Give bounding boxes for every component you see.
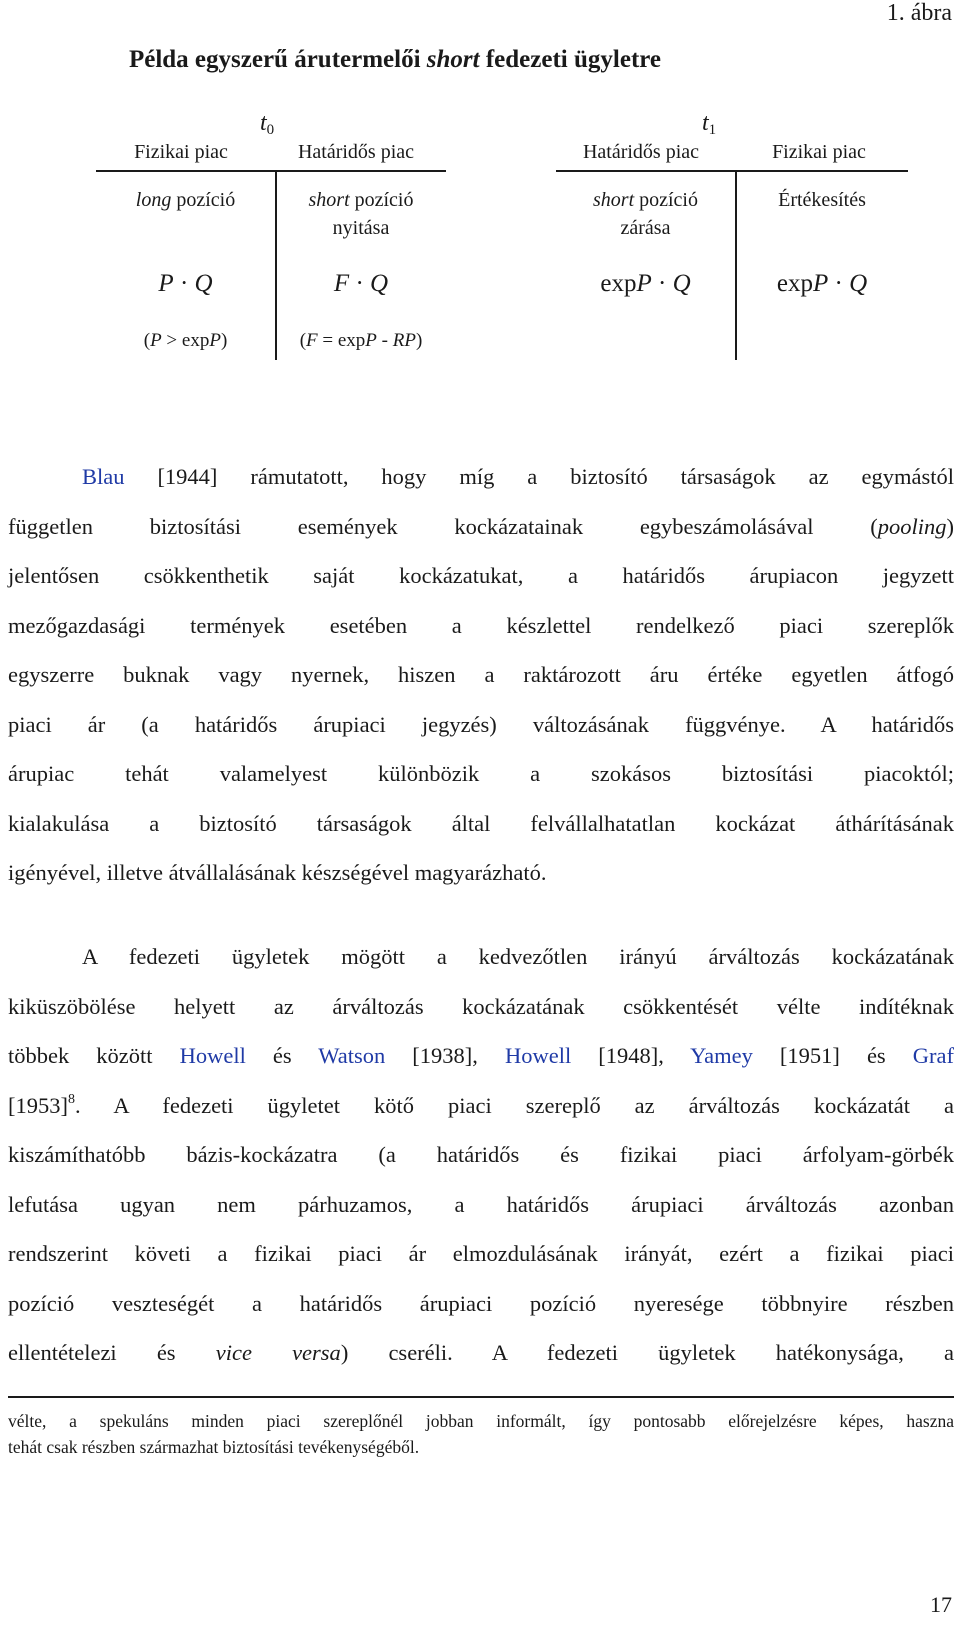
p1-line-2 <box>8 502 954 552</box>
t1-sub: 1 <box>708 122 717 138</box>
p1-line-3: jelentősen csökkenthetik saját kockázatukat, a határidős árupiacon jegyzett <box>8 563 954 588</box>
citation-howell-1[interactable]: Howell <box>179 1043 246 1068</box>
figure-title <box>0 46 790 74</box>
p2-line-8: pozíció veszteségét a határidős árupiaci pozíció nyeresége többnyire részben <box>8 1290 954 1316</box>
citation-blau[interactable]: Blau <box>82 464 125 489</box>
p1-line-9: igényével, illetve átvállalásának készségével magyarázható. <box>8 860 547 885</box>
p2-line-6: lefutása ugyan nem párhuzamos, a határidős árupiaci árváltozás azonban <box>8 1191 954 1217</box>
citation-yamey[interactable]: Yamey <box>690 1043 753 1068</box>
p2-l4-b: . A fedezeti ügyletet kötő piaci szereplő az árváltozás kockázatát a <box>75 1092 954 1118</box>
p2-l9-a: ellentételezi és <box>8 1340 216 1365</box>
condition-f-eq-expp-rp: (F = expP - RP) <box>299 330 423 351</box>
citation-howell-2[interactable]: Howell <box>504 1043 572 1068</box>
figure-number: 1. ábra <box>886 0 952 26</box>
header-rule-t0 <box>96 170 446 172</box>
p2-l4-a: [1953] <box>8 1092 68 1118</box>
header-futures-market-t0: Határidős piac <box>297 141 415 163</box>
header-futures-market-t1: Határidős piac <box>582 141 700 163</box>
p1-line-5: egyszerre buknak vagy nyernek, hiszen a raktározott áru értéke egyetlen átfogó <box>8 662 954 687</box>
cell-close-rest: pozíció <box>634 189 698 211</box>
paragraph-2 <box>8 932 954 1378</box>
cell-long-rest: pozíció <box>171 189 236 211</box>
header-physical-market-t1: Fizikai piac <box>772 141 866 163</box>
p1-line-1-text: [1944] rámutatott, hogy míg a biztosító társaságok az egymástól <box>124 464 954 489</box>
cell-open-line2: nyitása <box>332 217 390 239</box>
p1-line-2-pre: független biztosítási események kockázatainak egybeszámolásával ( <box>8 513 878 539</box>
p2-line-2: kiküszöbölése helyett az árváltozás kockázatának csökkentését vélte indítéknak <box>8 993 954 1019</box>
p2-line-7: rendszerint követi a fizikai piaci ár elmozdulásának irányát, ezért a fizikai piaci <box>8 1241 954 1266</box>
footnote-line-2: tehát csak részben származhat biztosítási tevékenységéből. <box>8 1437 420 1457</box>
title-post: fedezeti ügyletre <box>479 46 662 73</box>
citation-watson[interactable]: Watson <box>318 1043 386 1068</box>
p2-line-4 <box>8 1081 954 1131</box>
citation-graf[interactable]: Graf <box>912 1043 954 1068</box>
cell-close-line2: zárása <box>620 217 671 239</box>
p2-l3-a: többek között <box>8 1043 180 1068</box>
p2-l3-b: és <box>245 1043 319 1068</box>
title-em: short <box>426 46 480 73</box>
cell-sale: Értékesítés <box>778 189 866 211</box>
header-physical-market-t0: Fizikai piac <box>134 141 228 163</box>
formula-pq: P · Q <box>158 270 213 297</box>
condition-p-gt-expp: (P > expP) <box>143 330 228 351</box>
cell-close-em: short <box>593 189 635 211</box>
p2-line-9 <box>8 1328 954 1378</box>
page-number: 17 <box>930 1592 952 1617</box>
p1-line-2-post: ) <box>946 513 954 539</box>
footnote <box>8 1408 954 1460</box>
p2-l9-em: vice versa <box>215 1340 341 1365</box>
p2-l3-e: [1951] és <box>752 1043 913 1068</box>
p2-line-3 <box>8 1031 954 1081</box>
p1-line-8: kialakulása a biztosító társaságok által felvállalhatatlan kockázat áthárításának <box>8 810 954 836</box>
p2-l3-d: [1948], <box>571 1043 691 1068</box>
cell-open-rest: pozíció <box>349 189 414 211</box>
paragraph-1 <box>8 452 954 898</box>
p1-line-4: mezőgazdasági termények esetében a készlettel rendelkező piaci szereplők <box>8 612 954 638</box>
cell-long-position <box>96 186 275 214</box>
p2-l3-c: [1938], <box>385 1043 505 1068</box>
p1-line-1 <box>8 452 954 502</box>
footnote-separator <box>8 1396 954 1398</box>
time-label-t1 <box>702 110 716 139</box>
p2-line-5: kiszámíthatóbb bázis-kockázatra (a határidős és fizikai piaci árfolyam-görbék <box>8 1142 954 1167</box>
p1-line-7: árupiac tehát valamelyest különbözik a szokásos biztosítási piacoktól; <box>8 761 954 786</box>
t0-letter: t <box>260 110 267 136</box>
p2-line-1: A fedezeti ügyletek mögött a kedvezőtlen irányú árváltozás kockázatának <box>82 944 954 969</box>
cell-short-position-open <box>276 186 446 242</box>
p1-line-6: piaci ár (a határidős árupiaci jegyzés) változásának függvénye. A határidős <box>8 711 954 737</box>
title-pre: Példa egyszerű árutermelői <box>128 46 427 73</box>
header-rule-t1 <box>556 170 908 172</box>
footnote-line-1: vélte, a spekuláns minden piaci szereplőnél jobban informált, így pontosabb előrejelzésre képes, hasznа <box>8 1411 954 1431</box>
cell-long-em: long <box>135 189 172 211</box>
footnote-marker[interactable]: 8 <box>68 1091 75 1107</box>
t0-sub: 0 <box>266 122 275 138</box>
formula-exppq-physical: expP · Q <box>776 270 868 297</box>
p1-line-2-em: pooling <box>877 513 947 539</box>
cell-short-position-close <box>556 186 735 242</box>
cell-open-em: short <box>308 189 350 211</box>
formula-exppq-futures: expP · Q <box>600 270 691 297</box>
p2-l9-b: ) cseréli. A fedezeti ügyletek hatékonysága, a <box>340 1340 955 1365</box>
formula-fq: F · Q <box>333 270 389 297</box>
time-label-t0 <box>260 110 274 139</box>
t1-letter: t <box>702 110 709 136</box>
